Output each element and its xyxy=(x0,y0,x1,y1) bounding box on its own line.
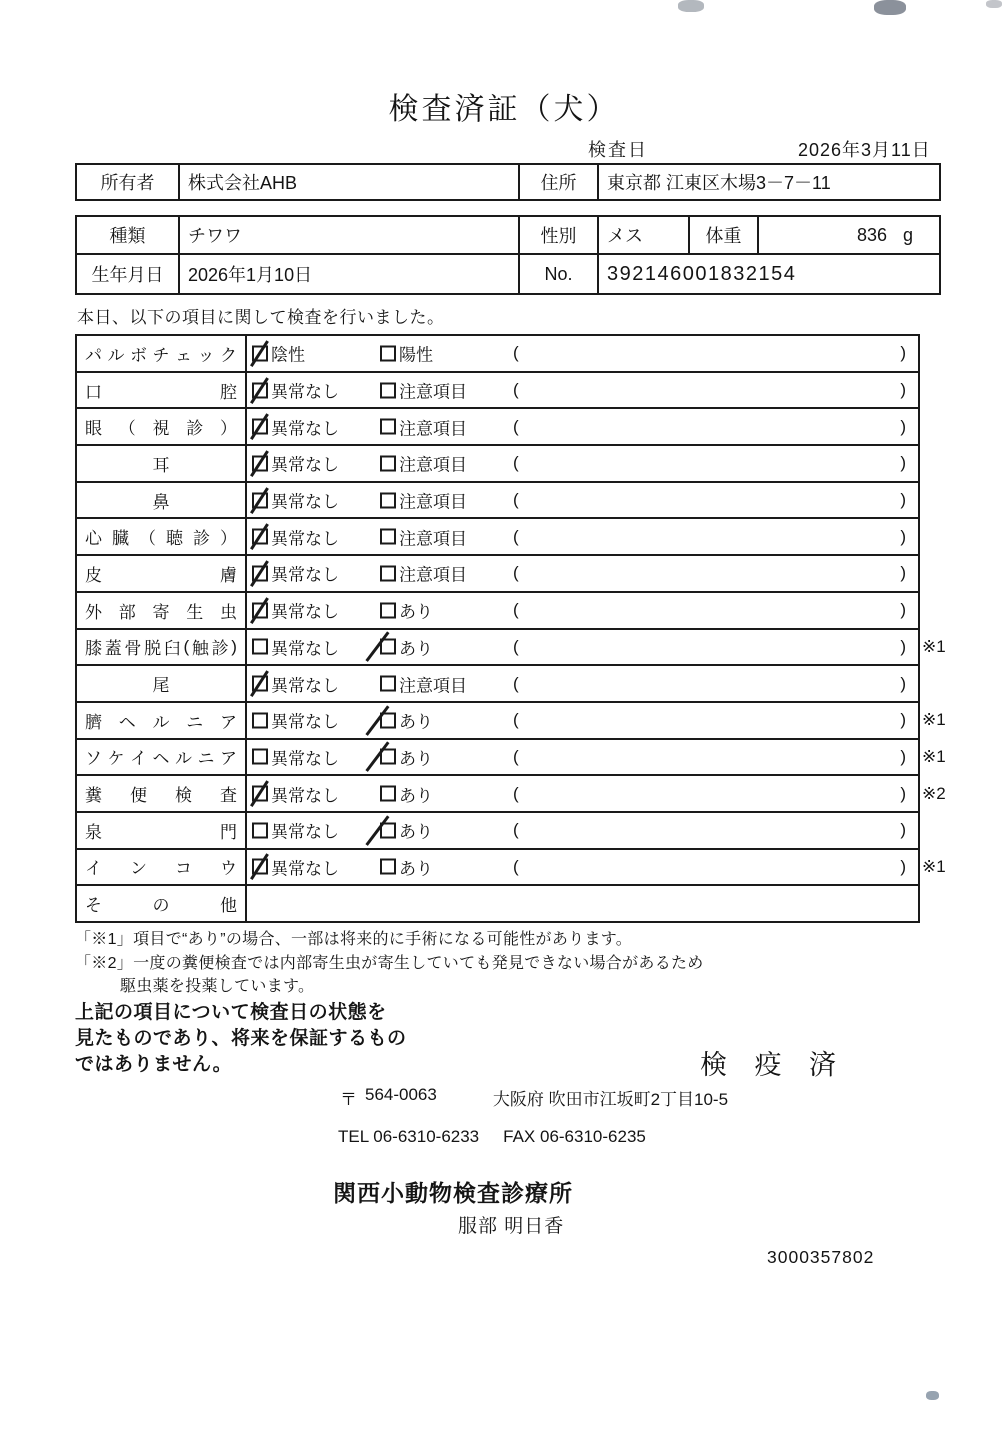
weight-label: 体重 xyxy=(690,217,759,253)
clinic-tel-line xyxy=(338,1127,646,1147)
paren-close: ) xyxy=(900,856,906,876)
paren-close: ) xyxy=(900,343,906,363)
option-1-checkbox xyxy=(252,818,339,843)
document-number: 3000357802 xyxy=(767,1247,875,1267)
checklist-row xyxy=(77,446,918,483)
checkbox-icon xyxy=(380,565,396,581)
checklist-row-body xyxy=(247,776,946,811)
option-2-checkbox xyxy=(380,561,467,586)
checkbox-label: あり xyxy=(399,639,433,659)
checkbox-label: 陰性 xyxy=(271,345,305,365)
checkbox-label: あり xyxy=(399,712,433,732)
checklist-row-body xyxy=(247,703,946,738)
checklist-row-label: ソ ケ イ ヘ ル ニ ア xyxy=(77,740,247,775)
checkbox-icon xyxy=(380,419,396,435)
checklist-row-body xyxy=(247,850,946,885)
checkbox-label: 注意項目 xyxy=(399,565,467,585)
paren-close: ) xyxy=(900,673,906,693)
paren-close: ) xyxy=(900,453,906,473)
option-2-checkbox xyxy=(380,488,467,513)
checkbox-label: 異常なし xyxy=(271,602,339,622)
disclaimer-line-2: 見たものであり、将来を保証するもの xyxy=(75,1028,407,1049)
option-1-checkbox xyxy=(252,451,339,476)
number-value: 392146001832154 xyxy=(607,262,797,285)
checklist-row-body xyxy=(247,813,918,848)
weight-value-cell xyxy=(759,217,939,253)
sex-label: 性別 xyxy=(520,217,599,253)
clinic-person: 服部 明日香 xyxy=(458,1216,565,1237)
checkbox-icon xyxy=(380,676,396,692)
paren-open: ( xyxy=(513,453,519,473)
clinic-address-line xyxy=(340,1085,728,1110)
checkbox-label: あり xyxy=(399,749,433,769)
checkbox-icon xyxy=(380,639,396,655)
checkbox-label: 注意項目 xyxy=(399,382,467,402)
checkbox-label: 異常なし xyxy=(271,676,339,696)
number-label: No. xyxy=(520,255,599,293)
checklist-row xyxy=(77,630,946,667)
checkbox-icon xyxy=(380,382,396,398)
checkbox-icon xyxy=(380,822,396,838)
paren-close: ) xyxy=(900,526,906,546)
option-1-checkbox xyxy=(252,341,305,366)
checkbox-icon xyxy=(380,786,396,802)
checkbox-label: 注意項目 xyxy=(399,492,467,512)
checklist-row xyxy=(77,519,918,556)
checkbox-icon xyxy=(252,859,268,875)
paren-open: ( xyxy=(513,563,519,583)
checkbox-label: 異常なし xyxy=(271,639,339,659)
checkbox-icon xyxy=(252,419,268,435)
checkbox-icon xyxy=(252,676,268,692)
checkbox-label: 異常なし xyxy=(271,382,339,402)
checklist-row-label: 臍 ヘ ル ニ ア xyxy=(77,703,247,738)
checklist-row-label: 心 臓 （ 聴 診 ） xyxy=(77,519,247,554)
paren-close: ) xyxy=(900,600,906,620)
option-1-checkbox xyxy=(252,634,339,659)
page-title: 検査済証（犬） xyxy=(388,93,620,126)
option-1-checkbox xyxy=(252,744,339,769)
checklist-row-label: 尾 xyxy=(77,666,247,701)
checkbox-icon xyxy=(380,602,396,618)
checkbox-label: 注意項目 xyxy=(399,419,467,439)
quarantine-passed-stamp: 検 疫 済 xyxy=(700,1050,847,1080)
weight-unit: g xyxy=(902,224,913,245)
checklist-row xyxy=(77,593,918,630)
checkbox-icon xyxy=(380,749,396,765)
option-1-checkbox xyxy=(252,671,339,696)
checklist-row xyxy=(77,409,918,446)
scan-artifact xyxy=(678,0,704,12)
checkbox-label: あり xyxy=(399,602,433,622)
checklist-row-label: 皮 膚 xyxy=(77,556,247,591)
birthdate-value: 2026年1月10日 xyxy=(180,255,520,293)
checklist-row xyxy=(77,813,918,850)
disclaimer-text xyxy=(75,1000,407,1078)
paren-close: ) xyxy=(900,416,906,436)
checklist-row-body xyxy=(247,373,918,408)
clinic-address: 大阪府 吹田市江坂町2丁目10-5 xyxy=(492,1090,729,1109)
row-note: ※1 xyxy=(922,636,946,656)
row-note: ※1 xyxy=(922,710,946,730)
checkbox-label: 異常なし xyxy=(271,455,339,475)
checkbox-icon xyxy=(252,565,268,581)
checkbox-label: あり xyxy=(399,786,433,806)
paren-open: ( xyxy=(513,490,519,510)
postal-code: 564-0063 xyxy=(365,1085,437,1104)
checkbox-icon xyxy=(252,749,268,765)
paren-open: ( xyxy=(513,380,519,400)
breed-label: 種類 xyxy=(77,217,180,253)
checklist-row xyxy=(77,886,918,923)
checklist-row xyxy=(77,373,918,410)
checkbox-label: 異常なし xyxy=(271,565,339,585)
option-1-checkbox xyxy=(252,781,339,806)
checklist-table xyxy=(75,334,946,923)
option-2-checkbox xyxy=(380,854,433,879)
option-2-checkbox xyxy=(380,598,433,623)
paren-close: ) xyxy=(900,820,906,840)
checklist-row-label: パ ル ボ チ ェ ッ ク xyxy=(77,336,247,371)
checkbox-icon xyxy=(252,455,268,471)
checkbox-icon xyxy=(252,786,268,802)
option-2-checkbox xyxy=(380,744,433,769)
checkbox-icon xyxy=(380,455,396,471)
footnote-1: 「※1」項目で“あり”の場合、一部は将来的に手術になる可能性があります。 xyxy=(75,931,633,948)
paren-close: ) xyxy=(900,563,906,583)
clinic-tel: TEL 06-6310-6233 xyxy=(338,1127,480,1146)
checklist-row-label: 泉 門 xyxy=(77,813,247,848)
scan-artifact xyxy=(986,0,1002,8)
checklist-row-label: 外 部 寄 生 虫 xyxy=(77,593,247,628)
option-2-checkbox xyxy=(380,634,433,659)
checkbox-icon xyxy=(252,712,268,728)
checkbox-label: あり xyxy=(399,859,433,879)
postal-mark: 〒 xyxy=(340,1090,357,1109)
paren-close: ) xyxy=(900,490,906,510)
intro-text: 本日、以下の項目に関して検査を行いました。 xyxy=(77,308,445,327)
footnote-2: 「※2」一度の糞便検査では内部寄生虫が寄生していても発見できない場合があるため xyxy=(75,955,704,972)
paren-open: ( xyxy=(513,600,519,620)
scan-artifact xyxy=(874,0,906,15)
owner-value: 株式会社AHB xyxy=(180,165,520,199)
option-1-checkbox xyxy=(252,598,339,623)
checklist-row-label: 膝 蓋 骨 脱 臼 ( 触 診 ) xyxy=(77,630,247,665)
checkbox-label: 異常なし xyxy=(271,786,339,806)
option-2-checkbox xyxy=(380,524,467,549)
checklist-row-body xyxy=(247,886,918,921)
checkbox-label: 異常なし xyxy=(271,419,339,439)
checkbox-icon xyxy=(252,345,268,361)
checklist-row-body xyxy=(247,556,918,591)
checklist-row xyxy=(77,850,946,887)
sex-value: メス xyxy=(599,217,690,253)
checkbox-icon xyxy=(252,382,268,398)
breed-value: チワワ xyxy=(180,217,520,253)
checkbox-icon xyxy=(252,529,268,545)
option-1-checkbox xyxy=(252,414,339,439)
owner-table xyxy=(75,163,941,201)
option-2-checkbox xyxy=(380,414,467,439)
checklist-row xyxy=(77,483,918,520)
checkbox-label: 注意項目 xyxy=(399,529,467,549)
footnote-3: 駆虫薬を投薬しています。 xyxy=(120,978,315,995)
inspection-date-value: 2026年3月11日 xyxy=(798,140,931,160)
option-2-checkbox xyxy=(380,708,433,733)
checkbox-icon xyxy=(380,859,396,875)
checklist-row-label: 口 腔 xyxy=(77,373,247,408)
checklist-row-body xyxy=(247,593,918,628)
row-note: ※2 xyxy=(922,783,946,803)
paren-close: ) xyxy=(900,783,906,803)
checklist-row-body xyxy=(247,483,918,518)
option-1-checkbox xyxy=(252,524,339,549)
paren-close: ) xyxy=(900,636,906,656)
option-1-checkbox xyxy=(252,854,339,879)
option-2-checkbox xyxy=(380,378,467,403)
paren-open: ( xyxy=(513,783,519,803)
checklist-row xyxy=(77,703,946,740)
checkbox-label: 異常なし xyxy=(271,822,339,842)
row-note: ※1 xyxy=(922,856,946,876)
checklist-row xyxy=(77,556,918,593)
checkbox-label: 陽性 xyxy=(399,345,433,365)
weight-value: 836 xyxy=(856,224,887,245)
checkbox-icon xyxy=(252,602,268,618)
option-2-checkbox xyxy=(380,818,433,843)
paren-open: ( xyxy=(513,416,519,436)
checklist-row-body xyxy=(247,336,918,371)
checkbox-label: 異常なし xyxy=(271,492,339,512)
checkbox-icon xyxy=(380,345,396,361)
checklist-row-body xyxy=(247,630,946,665)
paren-open: ( xyxy=(513,746,519,766)
checkbox-icon xyxy=(380,492,396,508)
checkbox-icon xyxy=(380,712,396,728)
owner-label: 所有者 xyxy=(77,165,180,199)
checklist-row-body xyxy=(247,519,918,554)
checklist-row-body xyxy=(247,740,946,775)
checklist-row-body xyxy=(247,446,918,481)
option-2-checkbox xyxy=(380,781,433,806)
disclaimer-line-1: 上記の項目について検査日の状態を xyxy=(75,1002,387,1023)
checkbox-label: 注意項目 xyxy=(399,455,467,475)
checklist-row xyxy=(77,336,918,373)
clinic-name: 関西小動物検査診療所 xyxy=(333,1180,573,1206)
option-1-checkbox xyxy=(252,488,339,513)
checkbox-label: あり xyxy=(399,822,433,842)
paren-open: ( xyxy=(513,820,519,840)
option-2-checkbox xyxy=(380,451,467,476)
checklist-row xyxy=(77,666,918,703)
checklist-row-label: イ ン コ ウ xyxy=(77,850,247,885)
clinic-fax: FAX 06-6310-6235 xyxy=(503,1127,646,1146)
checklist-row xyxy=(77,740,946,777)
row-note: ※1 xyxy=(922,746,946,766)
checkbox-label: 異常なし xyxy=(271,749,339,769)
address-label: 住所 xyxy=(520,165,599,199)
option-1-checkbox xyxy=(252,378,339,403)
paren-close: ) xyxy=(900,380,906,400)
birthdate-label: 生年月日 xyxy=(77,255,180,293)
address-value: 東京都 江東区木場3－7－11 xyxy=(607,173,831,193)
checkbox-label: 異常なし xyxy=(271,529,339,549)
paren-close: ) xyxy=(900,746,906,766)
checkbox-label: 注意項目 xyxy=(399,676,467,696)
checkbox-label: 異常なし xyxy=(271,712,339,732)
info-row-1 xyxy=(77,217,939,255)
checklist-row-label: 鼻 xyxy=(77,483,247,518)
paren-open: ( xyxy=(513,856,519,876)
info-table xyxy=(75,215,941,295)
option-2-checkbox xyxy=(380,341,433,366)
disclaimer-line-3: ではありません。 xyxy=(75,1054,233,1075)
option-1-checkbox xyxy=(252,708,339,733)
checklist-row-label: そ の 他 xyxy=(77,886,247,921)
checklist-row-label: 眼 （ 視 診 ） xyxy=(77,409,247,444)
checklist-row-label: 糞 便 検 査 xyxy=(77,776,247,811)
option-2-checkbox xyxy=(380,671,467,696)
checklist-row xyxy=(77,776,946,813)
inspection-date-label: 検査日 xyxy=(588,140,648,160)
scan-artifact xyxy=(926,1391,939,1400)
checkbox-icon xyxy=(252,639,268,655)
checkbox-icon xyxy=(252,822,268,838)
checkbox-icon xyxy=(252,492,268,508)
paren-open: ( xyxy=(513,636,519,656)
checklist-row-body xyxy=(247,666,918,701)
paren-open: ( xyxy=(513,710,519,730)
paren-open: ( xyxy=(513,673,519,693)
info-row-2 xyxy=(77,255,939,293)
option-1-checkbox xyxy=(252,561,339,586)
checkbox-label: 異常なし xyxy=(271,859,339,879)
paren-close: ) xyxy=(900,710,906,730)
checklist-row-body xyxy=(247,409,918,444)
paren-open: ( xyxy=(513,526,519,546)
checkbox-icon xyxy=(380,529,396,545)
paren-open: ( xyxy=(513,343,519,363)
checklist-row-label: 耳 xyxy=(77,446,247,481)
